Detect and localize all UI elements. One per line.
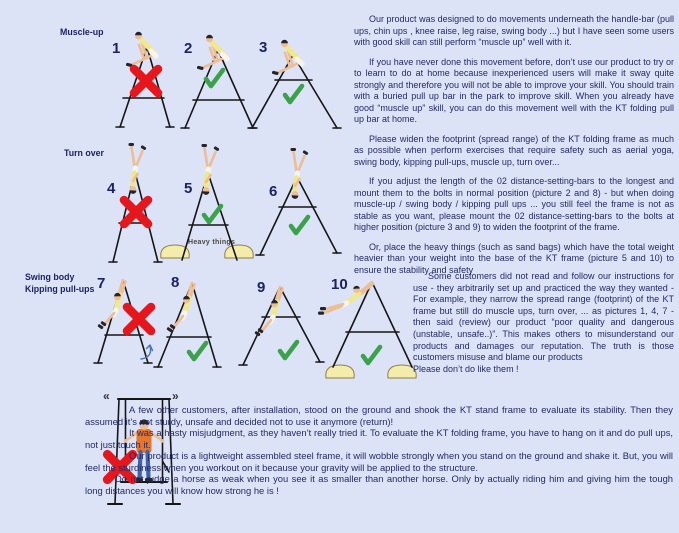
paragraph-heavy-things: Or, place the heavy things (such as sand bags) which have the total weight heavier than your weight into the base of the KT frame (picture 5 and 10) to ensure the stability and safety: [354, 241, 674, 275]
figure-number-3: 3: [259, 39, 268, 56]
red-x-icon: [134, 69, 158, 93]
paragraph-horse-analogy: Do not judge a horse as weak when you see it as smaller than another horse. Only by actually riding him and giving him the tough long distances you will know how strong he is !: [85, 473, 673, 496]
paragraph-widen-footprint: Please widen the footprint (spread range) of the KT folding frame as much as possible when perform exercises that require safety such as aerial yoga, swing body, kipping pull-ups, muscle up, turn over...: [354, 133, 674, 167]
paragraph-customer-misuse: Some customers did not read and follow our instructions for use - they arbitrarily set up and practiced the way they wanted - For example, they narrow the spread range (footprint) of the KT frame but still do muscle ups, turn over, ... as pictures 1, 4, 7 - then said (review) our product “poor quality and dangerous (unstable, unsafe..)”. This makes others to misunderstand our products and damages our reputation. The truth is those customers misuse and blame our products: [413, 271, 674, 363]
frame-9: [239, 287, 324, 365]
person-swing-7: [97, 280, 125, 330]
figure-number-9: 9: [257, 279, 266, 296]
frame-10: [318, 282, 416, 378]
frame-5: [161, 144, 253, 260]
label-heavy-things: Heavy things: [188, 239, 236, 246]
person-swing-8: [166, 283, 194, 333]
frame-6: [256, 148, 341, 255]
frame-2: [181, 35, 257, 128]
green-check-icon: [189, 343, 206, 359]
person-turn-over-6: [291, 148, 309, 199]
sandbag-icon: [225, 245, 253, 258]
frame-8: [154, 283, 221, 367]
frame-4: [109, 143, 162, 262]
swing-direction-arrow-icon: [141, 346, 151, 359]
frame-1: [116, 32, 174, 127]
row-swing-illustration: [80, 272, 432, 384]
person-turn-over-5: [202, 144, 220, 195]
frame-7: [94, 280, 153, 363]
shake-mark-left: «: [103, 389, 110, 403]
green-check-icon: [363, 347, 380, 363]
figure-number-7: 7: [97, 275, 106, 292]
figure-number-1: 1: [112, 40, 121, 57]
label-turn-over: Turn over: [64, 148, 104, 158]
bottom-text-block: [85, 404, 673, 496]
paragraph-please-dont: Please don’t do like them !: [413, 363, 519, 374]
label-muscle-up: Muscle-up: [60, 27, 104, 37]
figure-number-8: 8: [171, 274, 180, 291]
green-check-icon: [285, 86, 302, 102]
customer-misuse-note: [413, 271, 674, 375]
swing-direction-arrow-icon: [147, 345, 153, 351]
figure-number-10: 10: [331, 276, 348, 293]
person-turn-over-4: [129, 143, 147, 194]
shake-mark-right: »: [172, 389, 179, 403]
right-text-column: [354, 14, 674, 284]
red-x-icon: [127, 307, 151, 331]
figure-number-2: 2: [184, 40, 193, 57]
person-muscle-up-3: [272, 40, 302, 75]
green-check-icon: [204, 206, 221, 222]
paragraph-muscle-up-warning: If you have never done this movement before, don’t use our product to try or to learn to do at home because inexperienced users will make it sway quite strongly and therefore you will not be able to improve your skill. You should train with a buried pull up bar in the park to improve skill. When you already have good “muscle up” skill, you can do this movement well with the KT folding pull up bar at home.: [354, 56, 674, 124]
paragraph-lightweight-frame: Our product is a lightweight assembled steel frame, it will wobble strongly when you stand on the ground and shake it. But, you will feel the sturdiness when you workout on it because your gravity will be applied to the structure.: [85, 450, 673, 473]
green-check-icon: [291, 217, 308, 233]
row-turn-over-illustration: [85, 140, 365, 266]
person-muscle-up-2: [197, 35, 227, 70]
paragraph-product-design: Our product was designed to do movements underneath the handle-bar (pull ups, chin ups , knee raise, leg raise, swing body ...) but I have seen some users with good skill can still perform “muscle up” well with it.: [354, 14, 674, 47]
figure-number-6: 6: [269, 183, 278, 200]
figure-number-4: 4: [107, 180, 116, 197]
label-kipping-pull-ups: Kipping pull-ups: [25, 284, 95, 294]
sandbag-icon: [326, 365, 354, 378]
label-swing-body: Swing body: [25, 272, 75, 282]
green-check-icon: [280, 342, 297, 358]
paragraph-hasty-misjudgment: It was a hasty misjudgment, as they haven’t really tried it. To evaluate the KT folding frame, you have to hang on it and do pull ups, not just touch it.: [85, 427, 673, 450]
figure-number-5: 5: [184, 180, 193, 197]
frame-3: [248, 40, 341, 128]
row-muscle-up-illustration: [90, 25, 360, 137]
paragraph-distance-setting-bars: If you adjust the length of the 02 distance-setting-bars to the longest and mount them to the bolts in normal position (picture 2 and 8) - but when doing muscle-up / swing body / kipping pull ups ... you still feel the frame is not as stable as you want, please mount the 02 distance-setting-bars to the bolts at higher position (picture 3 and 9) to widen the footprint of the frame.: [354, 176, 674, 232]
paragraph-shake-test: A few other customers, after installation, stood on the ground and shook the KT stand frame to evaluate its stability. Then they assumed it’s not sturdy, unsafe and decided not to use it anymore (return)!: [85, 404, 673, 427]
